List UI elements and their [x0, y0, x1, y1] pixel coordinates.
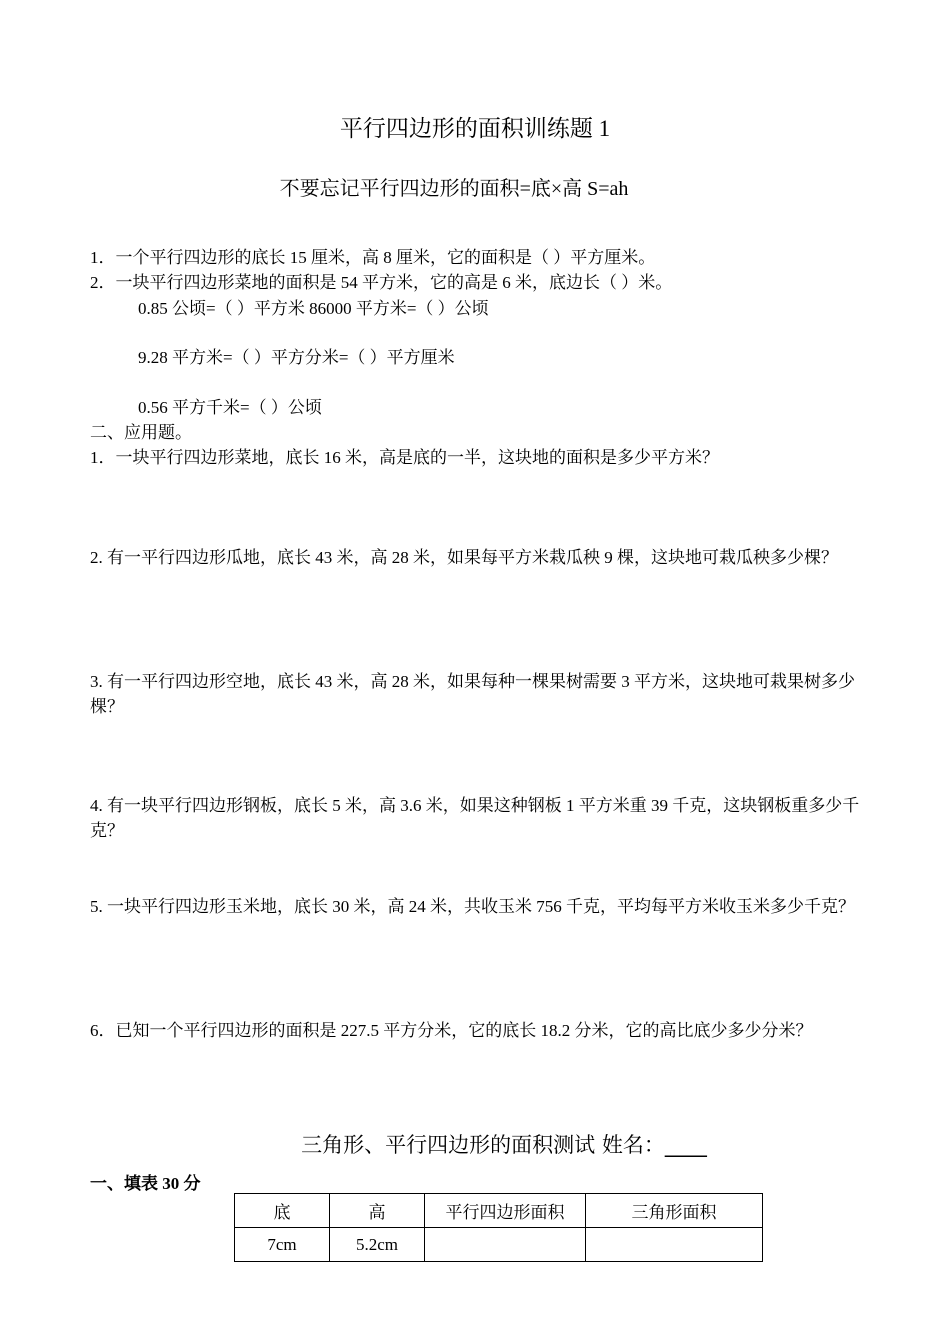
area-table	[234, 1193, 763, 1262]
conversion-line-2: 9.28 平方米=（ ）平方分米=（ ）平方厘米	[138, 348, 455, 367]
table-cell: 7cm	[235, 1228, 330, 1262]
section-heading-fill-table: 一、填表 30 分	[90, 1174, 201, 1193]
test-title: 三角形、平行四边形的面积测试 姓名：____	[301, 1133, 707, 1157]
table-header-cell: 高	[330, 1194, 425, 1228]
table-header-cell: 底	[235, 1194, 330, 1228]
fill-question-1: 1．一个平行四边形的底长 15 厘米，高 8 厘米，它的面积是（ ）平方厘米。	[90, 248, 656, 267]
word-problem-6: 6．已知一个平行四边形的面积是 227.5 平方分米，它的底长 18.2 分米，它的高比底少多少分米？	[90, 1021, 813, 1040]
formula-reminder: 不要忘记平行四边形的面积=底×高 S=ah	[279, 178, 629, 200]
page-title: 平行四边形的面积训练题 1	[339, 116, 611, 141]
word-problem-5: 5. 一块平行四边形玉米地，底长 30 米，高 24 米，共收玉米 756 千克，平均每平方米收玉米多少千克？	[90, 897, 855, 916]
word-problem-1: 1．一块平行四边形菜地，底长 16 米，高是底的一半，这块地的面积是多少平方米？	[90, 448, 719, 467]
word-problem-2: 2. 有一平行四边形瓜地，底长 43 米，高 28 米，如果每平方米栽瓜秧 9 棵，这块地可栽瓜秧多少棵？	[90, 548, 838, 567]
word-problem-4: 4. 有一块平行四边形钢板，底长 5 米，高 3.6 米，如果这种钢板 1 平方米重 39 千克，这块钢板重多少千克？	[90, 796, 860, 840]
conversion-line-3: 0.56 平方千米=（ ）公顷	[138, 398, 322, 417]
conversion-line-1: 0.85 公顷=（ ）平方米 86000 平方米=（ ）公顷	[138, 299, 489, 318]
section-heading-applications: 二、应用题。	[90, 423, 192, 442]
table-cell	[586, 1228, 763, 1262]
table-row	[235, 1228, 763, 1262]
fill-question-2: 2．一块平行四边形菜地的面积是 54 平方米，它的高是 6 米，底边长（ ）米。	[90, 273, 673, 292]
table-header-row	[235, 1194, 763, 1228]
table-cell	[425, 1228, 586, 1262]
word-problem-3: 3. 有一平行四边形空地，底长 43 米，高 28 米，如果每种一棵果树需要 3 平方米，这块地可栽果树多少棵？	[90, 672, 855, 716]
table-header-cell: 平行四边形面积	[425, 1194, 586, 1228]
table-header-cell: 三角形面积	[586, 1194, 763, 1228]
table-cell: 5.2cm	[330, 1228, 425, 1262]
